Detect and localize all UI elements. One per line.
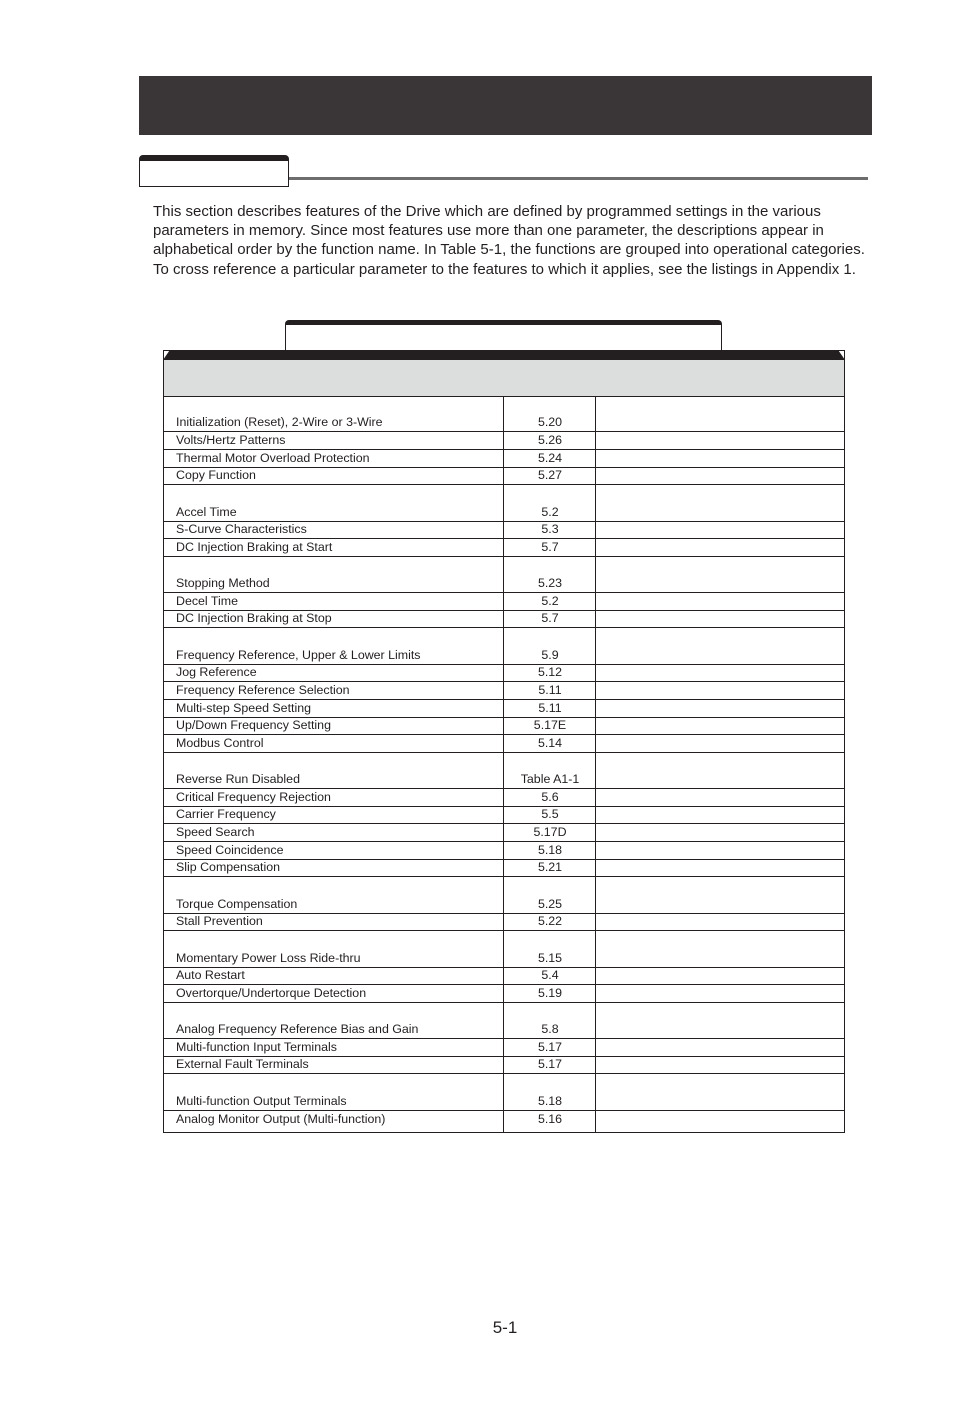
section-ref-cell: 5.8	[541, 1022, 559, 1037]
table-row	[164, 753, 844, 789]
section-ref-cell: 5.19	[537, 985, 563, 1000]
function-name-cell: Up/Down Frequency Setting	[176, 718, 331, 733]
table-row	[164, 432, 844, 450]
function-name-cell: Initialization (Reset), 2-Wire or 3-Wire	[176, 415, 383, 430]
section-ref-cell: 5.4	[541, 968, 559, 983]
section-ref-cell: 5.17	[537, 1039, 563, 1054]
table-row	[164, 557, 844, 593]
section-ref-cell: 5.17	[537, 1057, 563, 1072]
table-row	[164, 628, 844, 664]
function-name-cell: Multi-function Output Terminals	[176, 1093, 347, 1108]
function-name-cell: Copy Function	[176, 468, 256, 483]
section-ref-cell: 5.27	[537, 468, 563, 483]
section-ref-cell: 5.24	[537, 450, 563, 465]
function-name-cell: Jog Reference	[176, 665, 257, 680]
section-ref-cell: 5.7	[541, 539, 559, 554]
section-ref-cell: 5.26	[537, 432, 563, 447]
function-name-cell: External Fault Terminals	[176, 1057, 309, 1072]
section-ref-cell: 5.17E	[533, 718, 567, 733]
table-row	[164, 735, 844, 753]
function-name-cell: Speed Search	[176, 824, 255, 839]
subsection-tab	[139, 155, 289, 187]
function-name-cell: Accel Time	[176, 504, 237, 519]
function-name-cell: Speed Coincidence	[176, 842, 284, 857]
table-row	[164, 1074, 844, 1110]
function-name-cell: Carrier Frequency	[176, 807, 276, 822]
table-row	[164, 931, 844, 967]
function-name-cell: Volts/Hertz Patterns	[176, 432, 286, 447]
table-row	[164, 985, 844, 1003]
function-name-cell: Critical Frequency Rejection	[176, 789, 331, 804]
table-caption-tab	[285, 320, 722, 352]
section-ref-cell: 5.11	[538, 700, 562, 715]
table-row	[164, 1003, 844, 1039]
section-ref-cell: 5.2	[541, 504, 559, 519]
section-ref-cell: 5.9	[541, 647, 559, 662]
intro-paragraph: This section describes features of the Drive which are defined by programmed settings in the various parameters in memory. Since most features use more than one parameter, the descriptions appear in alphabetical order by the function name. In Table 5-1, the functions are grouped into operational categories. To cross reference a particular parameter to the features to which it applies, see the listings in Appendix 1.	[153, 203, 865, 278]
table-body	[164, 396, 844, 1132]
section-ref-cell: 5.6	[541, 789, 559, 804]
table-row	[164, 807, 844, 825]
section-ref-cell: 5.18	[537, 1093, 563, 1108]
function-name-cell: Auto Restart	[176, 968, 245, 983]
section-ref-cell: Table A1-1	[520, 772, 580, 787]
section-ref-cell: 5.14	[537, 735, 563, 750]
function-name-cell: Overtorque/Undertorque Detection	[176, 985, 367, 1000]
table-row	[164, 522, 844, 540]
table-row	[164, 877, 844, 913]
function-name-cell: Torque Compensation	[176, 896, 298, 911]
table-top-band	[163, 350, 845, 360]
section-ref-cell: 5.16	[537, 1112, 563, 1127]
function-name-cell: Modbus Control	[176, 735, 264, 750]
table-row	[164, 396, 844, 432]
table-row	[164, 842, 844, 860]
function-name-cell: Analog Monitor Output (Multi-function)	[176, 1112, 386, 1127]
table-row	[164, 665, 844, 683]
table-row	[164, 1057, 844, 1075]
section-ref-cell: 5.20	[537, 415, 563, 430]
section-ref-cell: 5.18	[537, 842, 563, 857]
section-ref-cell: 5.22	[537, 914, 563, 929]
table-row	[164, 1111, 844, 1129]
section-ref-cell: 5.17D	[533, 824, 567, 839]
function-name-cell: Stopping Method	[176, 576, 270, 591]
function-name-cell: DC Injection Braking at Stop	[176, 611, 332, 626]
table-row	[164, 789, 844, 807]
section-ref-cell: 5.23	[537, 576, 563, 591]
function-name-cell: Analog Frequency Reference Bias and Gain	[176, 1022, 419, 1037]
table-row	[164, 824, 844, 842]
function-name-cell: Stall Prevention	[176, 914, 263, 929]
function-name-cell: Frequency Reference Selection	[176, 682, 350, 697]
subsection-rule	[289, 177, 868, 180]
section-ref-cell: 5.21	[537, 860, 563, 875]
table-row	[164, 485, 844, 521]
table-row	[164, 860, 844, 878]
section-ref-cell: 5.12	[537, 665, 563, 680]
function-name-cell: Slip Compensation	[176, 860, 281, 875]
table-row	[164, 968, 844, 986]
function-name-cell: Multi-step Speed Setting	[176, 700, 311, 715]
function-name-cell: Decel Time	[176, 593, 238, 608]
section-ref-cell: 5.3	[541, 522, 559, 537]
function-name-cell: Thermal Motor Overload Protection	[176, 450, 370, 465]
page-number: 5-1	[492, 1318, 518, 1337]
section-ref-cell: 5.7	[541, 611, 559, 626]
table-row	[164, 1039, 844, 1057]
function-name-cell: Momentary Power Loss Ride-thru	[176, 950, 361, 965]
table-row	[164, 700, 844, 718]
table-row	[164, 539, 844, 557]
function-name-cell: S-Curve Characteristics	[176, 522, 307, 537]
section-ref-cell: 5.2	[541, 593, 559, 608]
table-row	[164, 718, 844, 736]
section-ref-cell: 5.11	[538, 682, 562, 697]
table-header	[164, 360, 844, 397]
table-row	[164, 914, 844, 932]
table-row	[164, 450, 844, 468]
section-ref-cell: 5.15	[537, 950, 563, 965]
table-row	[164, 468, 844, 486]
section-ref-cell: 5.25	[537, 896, 563, 911]
function-name-cell: DC Injection Braking at Start	[176, 539, 333, 554]
function-name-cell: Multi-function Input Terminals	[176, 1039, 337, 1054]
table-row	[164, 611, 844, 629]
section-ref-cell: 5.5	[541, 807, 559, 822]
function-name-cell: Frequency Reference, Upper & Lower Limits	[176, 647, 421, 662]
function-name-cell: Reverse Run Disabled	[176, 772, 300, 787]
table-row	[164, 593, 844, 611]
table-row	[164, 682, 844, 700]
section-title-bar	[139, 76, 872, 135]
